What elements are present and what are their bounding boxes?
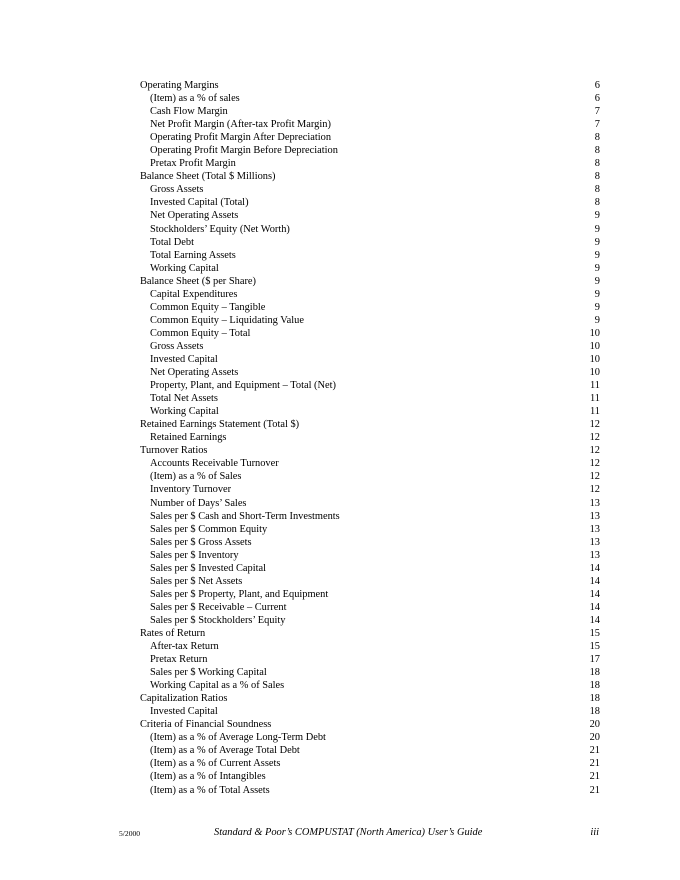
toc-entry-label: (Item) as a % of sales <box>150 93 240 105</box>
toc-entry-label: Operating Profit Margin After Depreciation <box>150 132 332 144</box>
toc-entry[interactable] <box>140 588 600 601</box>
toc-entry[interactable] <box>140 483 600 496</box>
toc-entry-label: Retained Earnings Statement (Total $) <box>140 419 300 431</box>
toc-entry[interactable] <box>140 105 600 118</box>
toc-entry-label: Turnover Ratios <box>140 445 208 457</box>
toc-entry-page: 13 <box>589 536 600 548</box>
toc-entry-label: Number of Days’ Sales <box>150 497 247 509</box>
toc-entry[interactable] <box>140 223 600 236</box>
toc-entry-page: 8 <box>594 145 600 157</box>
toc-entry-page: 8 <box>594 158 600 170</box>
toc-entry[interactable] <box>140 249 600 262</box>
toc-entry[interactable] <box>140 196 600 209</box>
toc-entry-label: Gross Assets <box>150 340 204 352</box>
toc-entry-label: Sales per $ Inventory <box>150 549 239 561</box>
toc-entry-page: 9 <box>594 262 600 274</box>
toc-entry-label: Invested Capital <box>150 706 218 718</box>
toc-entry-label: (Item) as a % of Sales <box>150 471 242 483</box>
toc-entry-page: 14 <box>589 588 600 600</box>
toc-entry[interactable] <box>140 366 600 379</box>
toc-entry-label: (Item) as a % of Current Assets <box>150 758 281 770</box>
toc-entry-label: Balance Sheet ($ per Share) <box>140 275 256 287</box>
toc-entry-page: 10 <box>589 340 600 352</box>
toc-entry-label: Net Profit Margin (After-tax Profit Margin) <box>150 119 331 131</box>
toc-entry[interactable] <box>140 379 600 392</box>
toc-entry-label: After-tax Return <box>150 641 219 653</box>
toc-entry-label: Property, Plant, and Equipment – Total (Net) <box>150 380 336 392</box>
toc-entry[interactable] <box>140 288 600 301</box>
toc-entry[interactable] <box>140 262 600 275</box>
toc-entry-label: Net Operating Assets <box>150 367 239 379</box>
toc-entry-page: 9 <box>594 223 600 235</box>
toc-entry-page: 15 <box>589 641 600 653</box>
toc-entry-page: 8 <box>594 184 600 196</box>
toc-entry-page: 11 <box>589 380 600 392</box>
footer-date: 5/2000 <box>119 829 141 838</box>
footer-page-number: iii <box>590 827 599 838</box>
toc-entry[interactable] <box>140 431 600 444</box>
toc-entry-page: 18 <box>589 693 600 705</box>
toc-entry[interactable] <box>140 601 600 614</box>
toc-entry-label: Sales per $ Common Equity <box>150 523 268 535</box>
toc-entry-label: Cash Flow Margin <box>150 106 228 118</box>
toc-entry[interactable] <box>140 327 600 340</box>
toc-entry-page: 12 <box>589 445 600 457</box>
toc-entry[interactable] <box>140 666 600 679</box>
toc-entry-page: 21 <box>589 745 600 757</box>
toc-entry-label: Criteria of Financial Soundness <box>140 719 272 731</box>
toc-entry-label: Inventory Turnover <box>150 484 232 496</box>
toc-entry[interactable] <box>140 627 600 640</box>
toc-entry-label: Total Debt <box>150 236 194 248</box>
toc-entry-page: 13 <box>589 497 600 509</box>
toc-entry[interactable] <box>140 392 600 405</box>
toc-entry-label: Common Equity – Tangible <box>150 301 266 313</box>
toc-entry-page: 7 <box>594 119 600 131</box>
toc-entry[interactable] <box>140 353 600 366</box>
toc-entry[interactable] <box>140 157 600 170</box>
toc-entry[interactable] <box>140 497 600 510</box>
toc-entry[interactable] <box>140 679 600 692</box>
toc-entry-page: 9 <box>594 288 600 300</box>
toc-entry[interactable] <box>140 183 600 196</box>
toc-entry[interactable] <box>140 653 600 666</box>
toc-entry[interactable] <box>140 510 600 523</box>
toc-entry-label: Sales per $ Property, Plant, and Equipment <box>150 588 329 600</box>
toc-entry[interactable] <box>140 92 600 105</box>
toc-entry-page: 11 <box>589 393 600 405</box>
toc-entry-label: Invested Capital (Total) <box>150 197 249 209</box>
toc-entry[interactable] <box>140 418 600 431</box>
toc-entry-label: Total Net Assets <box>150 393 218 405</box>
toc-entry-page: 20 <box>589 719 600 731</box>
toc-entry-page: 12 <box>589 458 600 470</box>
toc-entry-label: Gross Assets <box>150 184 204 196</box>
toc-entry[interactable] <box>140 575 600 588</box>
toc-entry-page: 21 <box>589 784 600 796</box>
toc-entry-label: Sales per $ Stockholders’ Equity <box>150 614 286 626</box>
toc-entry-page: 9 <box>594 275 600 287</box>
toc-entry[interactable] <box>140 757 600 770</box>
toc-entry[interactable] <box>140 340 600 353</box>
toc-entry-page: 13 <box>589 549 600 561</box>
toc-entry-page: 14 <box>589 601 600 613</box>
footer-title: Standard & Poor’s COMPUSTAT (North America) User’s Guide <box>214 827 483 838</box>
toc-entry-page: 11 <box>589 406 600 418</box>
toc-entry-page: 12 <box>589 471 600 483</box>
toc-entry-label: Operating Profit Margin Before Depreciation <box>150 145 338 157</box>
toc-entry-label: (Item) as a % of Average Long-Term Debt <box>150 732 326 744</box>
toc-entry-page: 12 <box>589 432 600 444</box>
toc-entry[interactable] <box>140 770 600 783</box>
toc-entry-label: Capitalization Ratios <box>140 693 228 705</box>
toc-entry-label: Pretax Profit Margin <box>150 158 236 170</box>
toc-entry-page: 18 <box>589 667 600 679</box>
toc-entry[interactable] <box>140 131 600 144</box>
toc-entry[interactable] <box>140 731 600 744</box>
toc-entry[interactable] <box>140 209 600 222</box>
toc-entry-label: Pretax Return <box>150 654 208 666</box>
table-of-contents <box>140 79 600 797</box>
toc-entry-label: Retained Earnings <box>150 432 227 444</box>
toc-entry-page: 8 <box>594 197 600 209</box>
toc-entry[interactable] <box>140 170 600 183</box>
toc-entry[interactable] <box>140 236 600 249</box>
toc-entry-page: 7 <box>594 106 600 118</box>
toc-entry-page: 8 <box>594 132 600 144</box>
toc-entry-page: 6 <box>594 93 600 105</box>
toc-entry-label: Sales per $ Receivable – Current <box>150 601 287 613</box>
toc-entry-label: Invested Capital <box>150 353 218 365</box>
toc-entry-label: Working Capital as a % of Sales <box>150 680 285 692</box>
toc-entry-page: 17 <box>589 654 600 666</box>
toc-entry-page: 14 <box>589 575 600 587</box>
toc-entry[interactable] <box>140 536 600 549</box>
toc-entry[interactable] <box>140 718 600 731</box>
toc-entry-page: 14 <box>589 562 600 574</box>
toc-entry[interactable] <box>140 523 600 536</box>
toc-entry-page: 18 <box>589 680 600 692</box>
toc-entry-page: 20 <box>589 732 600 744</box>
toc-entry-label: Balance Sheet (Total $ Millions) <box>140 171 276 183</box>
toc-entry-label: Working Capital <box>150 406 219 418</box>
toc-entry-label: (Item) as a % of Intangibles <box>150 771 266 783</box>
toc-entry[interactable] <box>140 118 600 131</box>
toc-entry[interactable] <box>140 744 600 757</box>
toc-entry-page: 13 <box>589 510 600 522</box>
toc-entry-label: Capital Expenditures <box>150 288 238 300</box>
toc-entry-label: Sales per $ Invested Capital <box>150 562 266 574</box>
toc-entry-label: Total Earning Assets <box>150 249 236 261</box>
toc-entry-label: (Item) as a % of Total Assets <box>150 784 270 796</box>
toc-entry-page: 18 <box>589 706 600 718</box>
toc-entry[interactable] <box>140 614 600 627</box>
toc-entry-page: 9 <box>594 314 600 326</box>
toc-entry-label: Rates of Return <box>140 627 206 639</box>
toc-entry-label: Accounts Receivable Turnover <box>150 458 279 470</box>
toc-entry[interactable] <box>140 470 600 483</box>
toc-entry-label: Common Equity – Total <box>150 327 251 339</box>
toc-entry[interactable] <box>140 314 600 327</box>
toc-entry[interactable] <box>140 144 600 157</box>
toc-entry-label: Sales per $ Gross Assets <box>150 536 252 548</box>
toc-entry-label: (Item) as a % of Average Total Debt <box>150 745 300 757</box>
toc-entry[interactable] <box>140 79 600 92</box>
toc-entry[interactable] <box>140 692 600 705</box>
page-footer <box>119 827 599 841</box>
toc-entry[interactable] <box>140 562 600 575</box>
toc-entry-page: 13 <box>589 523 600 535</box>
toc-entry-page: 9 <box>594 210 600 222</box>
toc-entry-page: 14 <box>589 614 600 626</box>
toc-entry-page: 10 <box>589 353 600 365</box>
toc-entry[interactable] <box>140 457 600 470</box>
toc-entry-page: 21 <box>589 758 600 770</box>
toc-entry[interactable] <box>140 405 600 418</box>
toc-entry-page: 8 <box>594 171 600 183</box>
toc-entry-page: 12 <box>589 484 600 496</box>
toc-entry-page: 10 <box>589 327 600 339</box>
toc-entry[interactable] <box>140 705 600 718</box>
toc-entry-label: Working Capital <box>150 262 219 274</box>
toc-entry-page: 15 <box>589 627 600 639</box>
toc-entry-label: Operating Margins <box>140 80 219 91</box>
toc-entry-page: 12 <box>589 419 600 431</box>
toc-entry-label: Net Operating Assets <box>150 210 239 222</box>
toc-entry[interactable] <box>140 549 600 562</box>
toc-entry-page: 6 <box>594 80 600 91</box>
toc-entry-page: 9 <box>594 249 600 261</box>
toc-entry-page: 9 <box>594 236 600 248</box>
toc-entry[interactable] <box>140 444 600 457</box>
toc-entry[interactable] <box>140 275 600 288</box>
toc-entry-label: Sales per $ Working Capital <box>150 667 267 679</box>
toc-entry-label: Sales per $ Cash and Short-Term Investments <box>150 510 340 522</box>
toc-entry[interactable] <box>140 640 600 653</box>
toc-entry[interactable] <box>140 784 600 797</box>
toc-entry-page: 10 <box>589 367 600 379</box>
toc-entry-label: Sales per $ Net Assets <box>150 575 243 587</box>
toc-entry-page: 21 <box>589 771 600 783</box>
toc-entry[interactable] <box>140 301 600 314</box>
toc-entry-page: 9 <box>594 301 600 313</box>
toc-entry-label: Stockholders’ Equity (Net Worth) <box>150 223 290 235</box>
toc-entry-label: Common Equity – Liquidating Value <box>150 314 304 326</box>
